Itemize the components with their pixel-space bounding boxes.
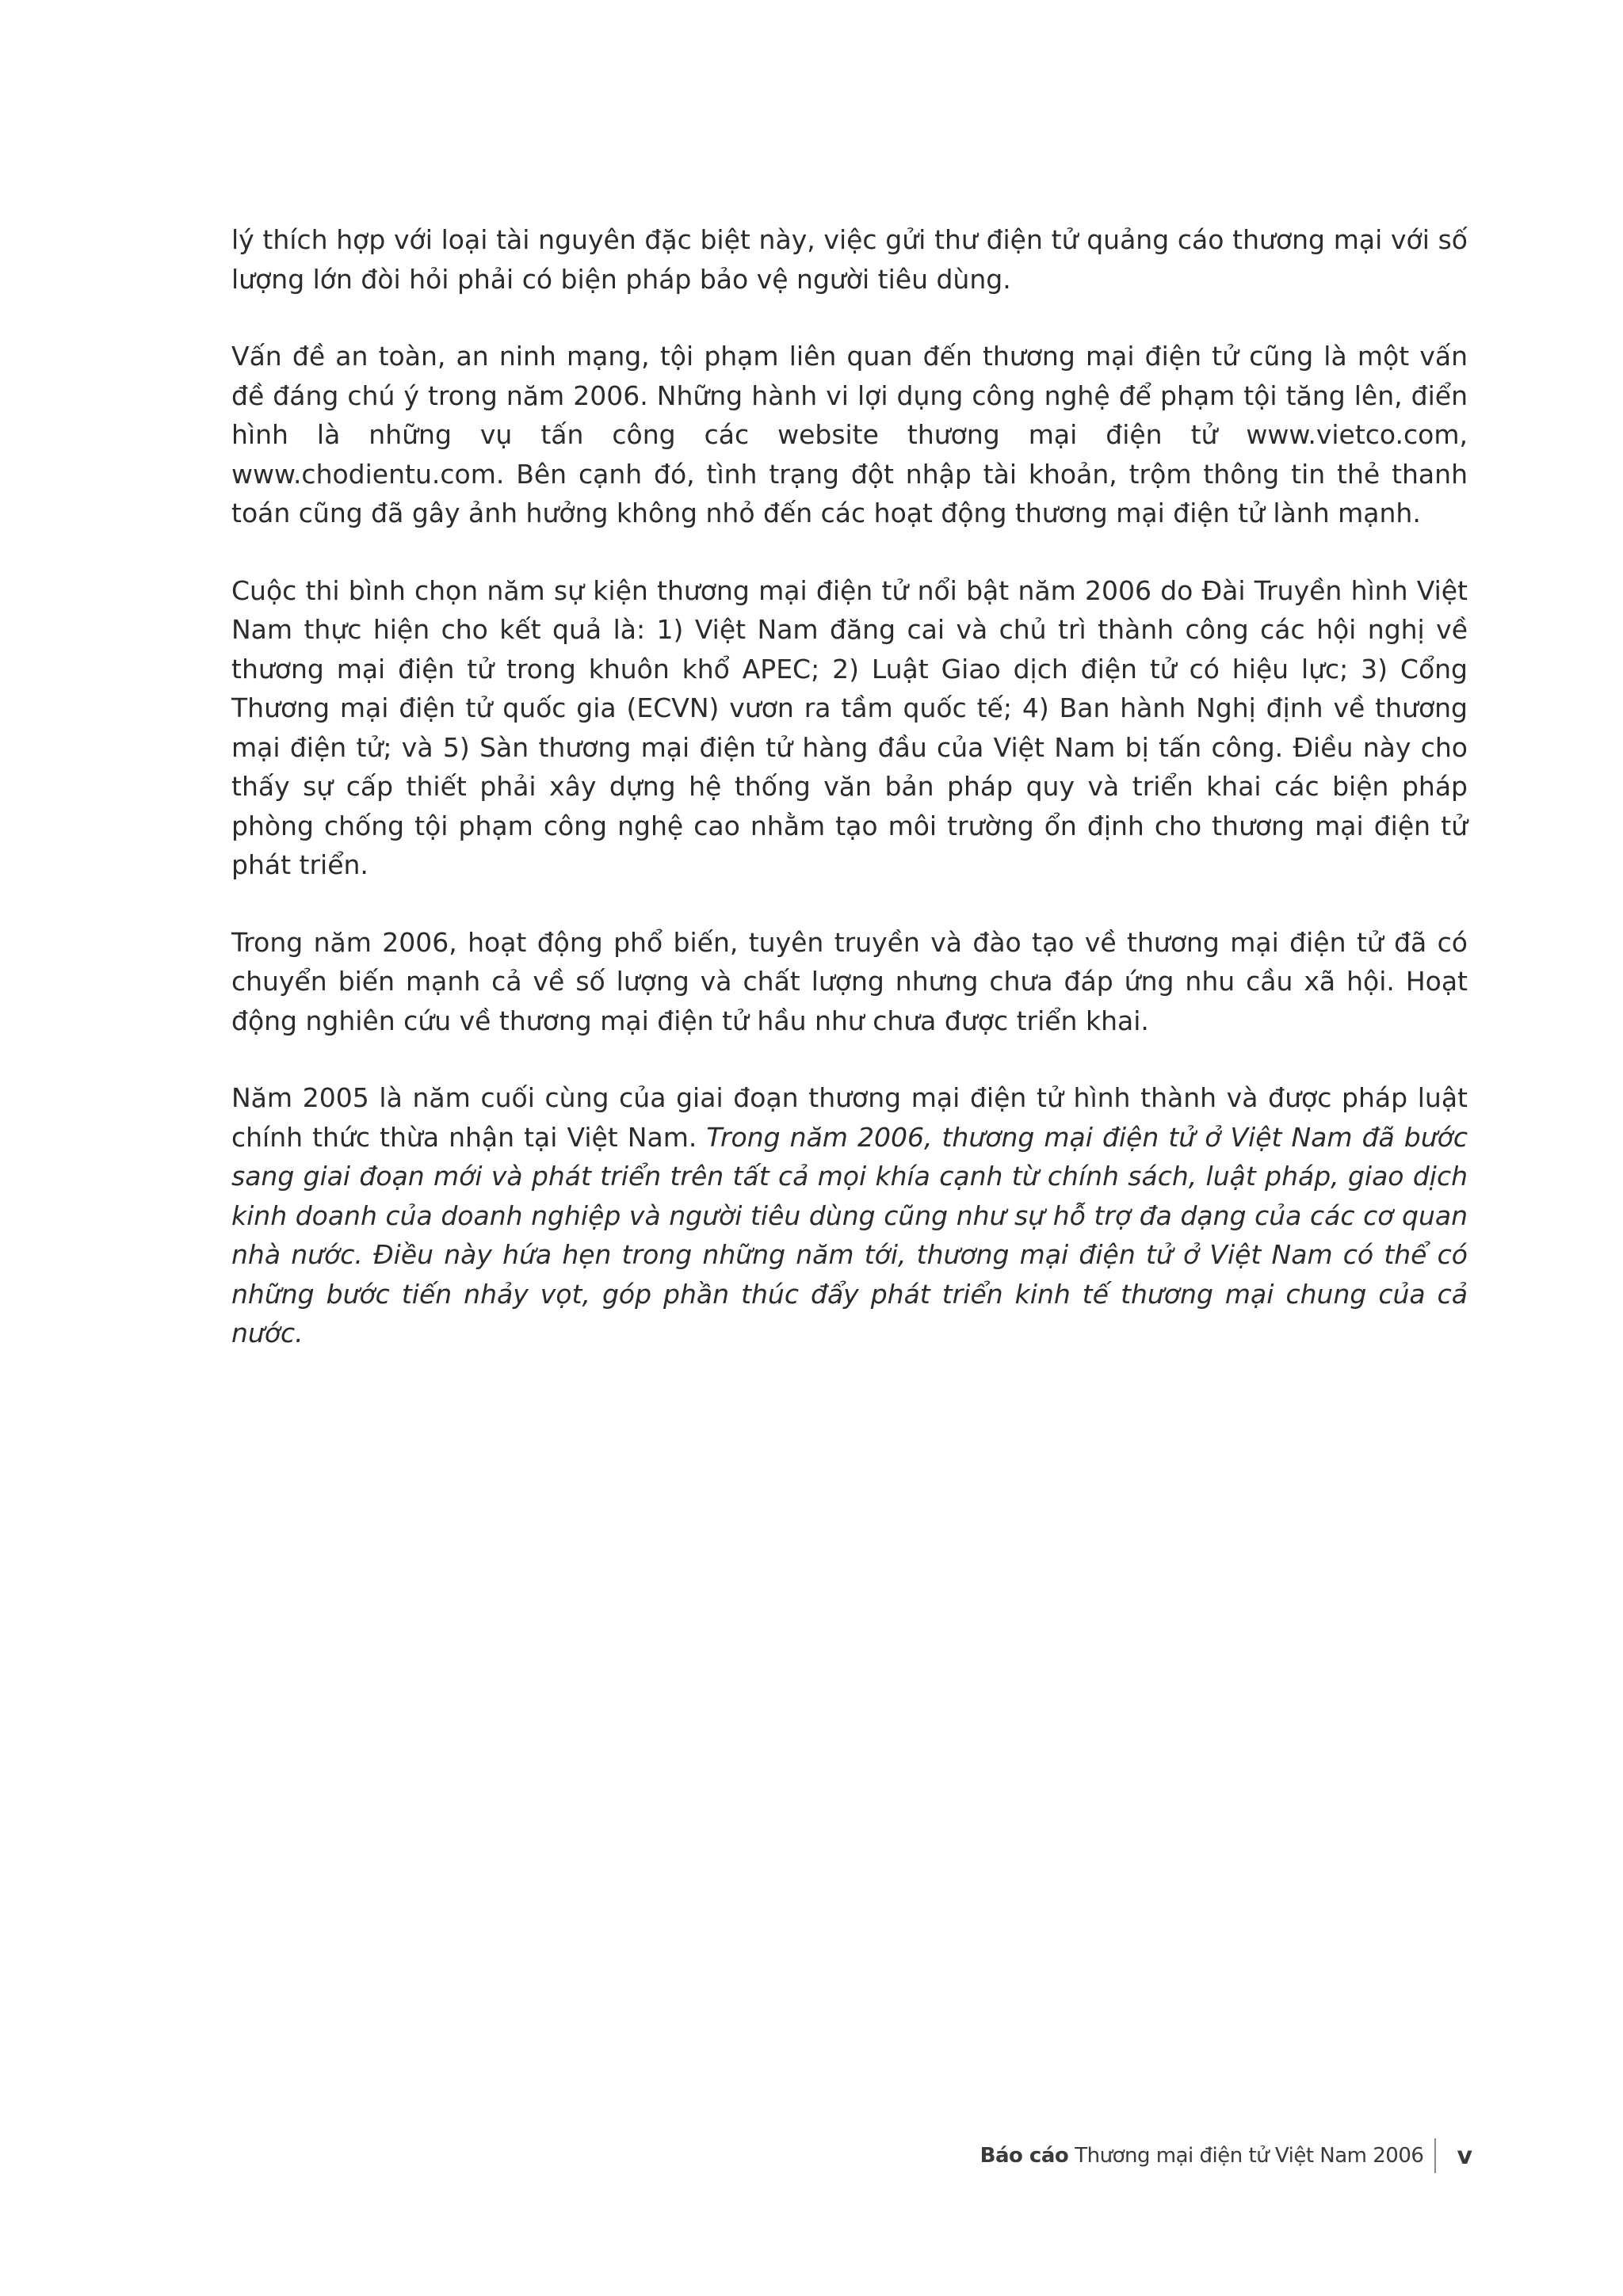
- page-footer: [980, 2136, 1472, 2176]
- paragraph-3: Cuộc thi bình chọn năm sự kiện thương mại điện tử nổi bật năm 2006 do Đài Truyền hình Việt Nam thực hiện cho kết quả là: 1) Việt Nam đăng cai và chủ trì thành công các hội nghị về thương mại điện tử trong khuôn khổ APEC; 2) Luật Giao dịch điện tử có hiệu lực; 3) Cổng Thương mại điện tử quốc gia (ECVN) vươn ra tầm quốc tế; 4) Ban hành Nghị định về thương mại điện tử; và 5) Sàn thương mại điện tử hàng đầu của Việt Nam bị tấn công. Điều này cho thấy sự cấp thiết phải xây dựng hệ thống văn bản pháp quy và triển khai các biện pháp phòng chống tội phạm công nghệ cao nhằm tạo môi trường ổn định cho thương mại điện tử phát triển.: [231, 574, 1468, 880]
- paragraph-5-regular: Năm 2005 là năm cuối cùng của giai đoạn thương mại điện tử hình thành và được pháp luật chính thức thừa nhận tại Việt Nam.: [231, 1082, 1468, 1153]
- footer-divider: [1434, 2138, 1436, 2173]
- paragraph-4: Trong năm 2006, hoạt động phổ biến, tuyên truyền và đào tạo về thương mại điện tử đã có chuyển biến mạnh cả về số lượng và chất lượng nhưng chưa đáp ứng nhu cầu xã hội. Hoạt động nghiên cứu về thương mại điện tử hầu như chưa được triển khai.: [231, 926, 1468, 1036]
- paragraph-2: Vấn đề an toàn, an ninh mạng, tội phạm liên quan đến thương mại điện tử cũng là một vấn đề đáng chú ý trong năm 2006. Những hành vi lợi dụng công nghệ để phạm tội tăng lên, điển hình là những vụ tấn công các website thương mại điện tử www.vietco.com, www.chodientu.com. Bên cạnh đó, tình trạng đột nhập tài khoản, trộm thông tin thẻ thanh toán cũng đã gây ảnh hưởng không nhỏ đến các hoạt động thương mại điện tử lành mạnh.: [231, 341, 1468, 528]
- paragraph-5: [231, 1078, 1468, 1353]
- page-number: v: [1457, 2142, 1472, 2170]
- footer-title: Thương mại điện tử Việt Nam 2006: [1075, 2144, 1424, 2168]
- paragraph-5-italic: Trong năm 2006, thương mại điện tử ở Việt Nam đã bước sang giai đoạn mới và phát triển trên tất cả mọi khía cạnh từ chính sách, luật pháp, giao dịch kinh doanh của doanh nghiệp và người tiêu dùng cũng như sự hỗ trợ đa dạng của các cơ quan nhà nước. Điều này hứa hẹn trong những năm tới, thương mại điện tử ở Việt Nam có thể có những bước tiến nhảy vọt, góp phần thúc đẩy phát triển kinh tế thương mại chung của cả nước.: [231, 1121, 1468, 1348]
- body-text: [231, 220, 1468, 1391]
- paragraph-1: lý thích hợp với loại tài nguyên đặc biệt này, việc gửi thư điện tử quảng cáo thương mại với số lượng lớn đòi hỏi phải có biện pháp bảo vệ người tiêu dùng.: [231, 224, 1468, 295]
- footer-brand: Báo cáo: [980, 2144, 1069, 2168]
